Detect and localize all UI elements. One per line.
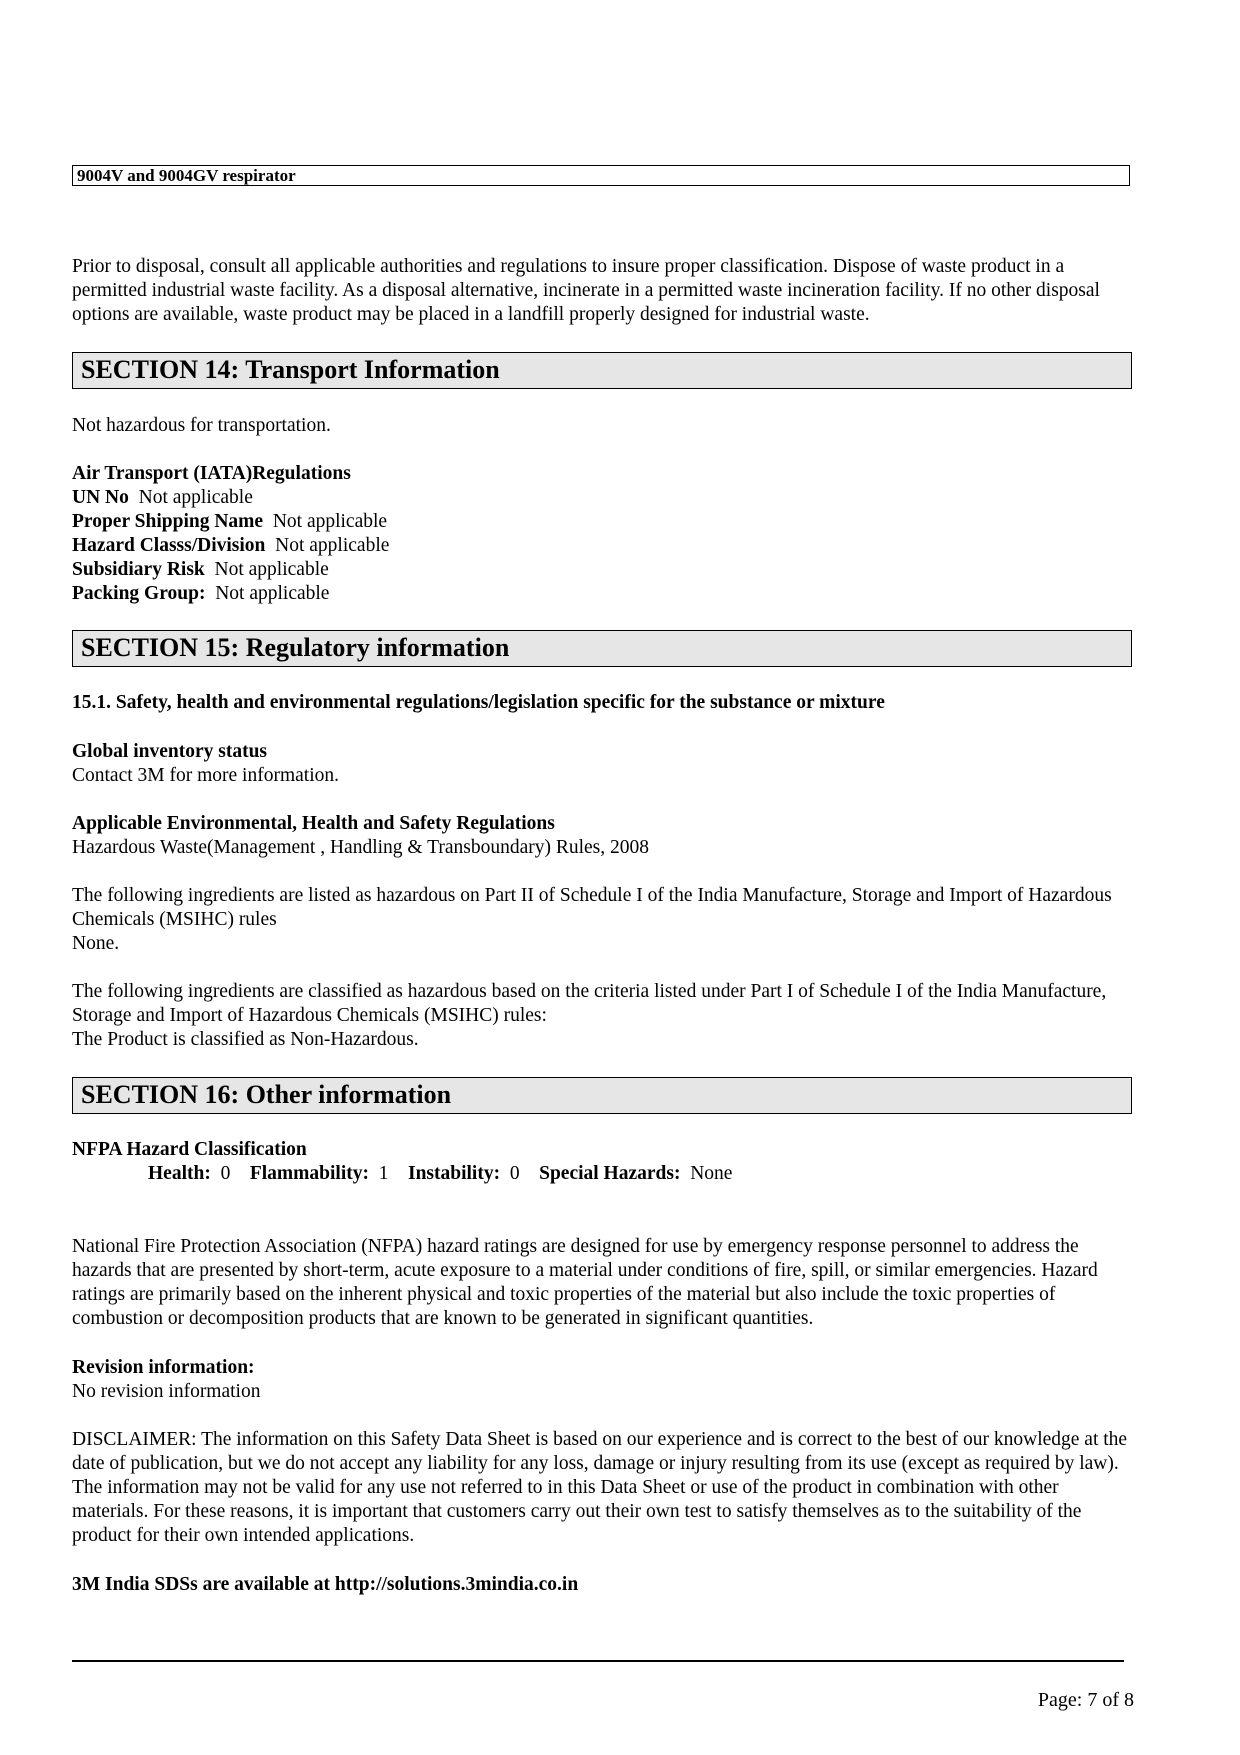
health-label: Health:: [148, 1163, 211, 1184]
instability-value: 0: [509, 1163, 520, 1184]
revision-text: No revision information: [72, 1381, 261, 1402]
row-label: Hazard Classs/Division: [72, 535, 266, 556]
row-value: Not applicable: [214, 559, 329, 580]
msihc-part1-paragraph: The following ingredients are classified as hazardous based on the criteria listed under Part I of Schedule I of the India Manufacture, Storage and Import of Hazardous Chemicals (MSIHC) rules:: [72, 981, 1107, 1026]
un-no-row: [72, 486, 253, 510]
row-label: Proper Shipping Name: [72, 511, 264, 532]
document-header: 9004V and 9004GV respirator: [72, 165, 1130, 186]
row-label: UN No: [72, 487, 129, 508]
section-15-1-subheading: 15.1. Safety, health and environmental regulations/legislation specific for the substance or mixture: [72, 692, 885, 713]
row-value: Not applicable: [215, 583, 330, 604]
nfpa-heading: NFPA Hazard Classification: [72, 1139, 307, 1160]
special-hazards-label: Special Hazards:: [539, 1163, 681, 1184]
flammability-value: 1: [378, 1163, 389, 1184]
packing-group-row: [72, 582, 329, 606]
footer-divider: [72, 1660, 1124, 1662]
hazard-class-row: [72, 534, 389, 558]
air-transport-heading: Air Transport (IATA)Regulations: [72, 463, 351, 484]
row-value: Not applicable: [272, 511, 388, 532]
health-value: 0: [220, 1163, 231, 1184]
nfpa-description: National Fire Protection Association (NFPA) hazard ratings are designed for use by emergency response personnel to address the hazards that are presented by short-term, acute exposure to a material under conditions of fire, spill, or similar emergencies. Hazard ratings are primarily based on the inherent physical and toxic properties of the material but also include the toxic properties of combustion or decomposition products that are known to be generated in significant quantities.: [72, 1236, 1098, 1329]
sds-availability-link[interactable]: 3M India SDSs are available at http://solutions.3mindia.co.in: [72, 1574, 579, 1595]
page-number: Page: 7 of 8: [1037, 1689, 1134, 1711]
row-value: Not applicable: [275, 535, 390, 556]
msihc-part2-none: None.: [72, 933, 120, 954]
section-15-heading: SECTION 15: Regulatory information: [72, 630, 1132, 667]
document-page: [72, 0, 1134, 1755]
special-hazards-value: None: [690, 1163, 733, 1184]
applicable-regulations-heading: Applicable Environmental, Health and Safety Regulations: [72, 813, 555, 834]
global-inventory-heading: Global inventory status: [72, 741, 268, 762]
disclaimer-paragraph: DISCLAIMER: The information on this Safety Data Sheet is based on our experience and is correct to the best of our knowledge at the date of publication, but we do not accept any liability for any loss, damage or injury resulting from its use (except as required by law). The information may not be valid for any use not referred to in this Data Sheet or use of the product in combination with other materials. For these reasons, it is important that customers carry out their own test to satisfy themselves as to the suitability of the product for their own intended applications.: [72, 1429, 1128, 1546]
row-label: Subsidiary Risk: [72, 559, 205, 580]
row-label: Packing Group:: [72, 583, 206, 604]
msihc-part2-paragraph: The following ingredients are listed as hazardous on Part II of Schedule I of the India Manufacture, Storage and Import of Hazardous Chemicals (MSIHC) rules: [72, 885, 1112, 930]
disposal-paragraph: Prior to disposal, consult all applicable authorities and regulations to insure proper classification. Dispose of waste product in a permitted industrial waste facility. As a disposal alternative, incinerate in a permitted waste incineration facility. If no other disposal options are available, waste product may be placed in a landfill properly designed for industrial waste.: [72, 256, 1100, 325]
revision-heading: Revision information:: [72, 1357, 255, 1378]
section-14-heading: SECTION 14: Transport Information: [72, 352, 1132, 389]
global-inventory-text: Contact 3M for more information.: [72, 765, 339, 786]
instability-label: Instability:: [407, 1163, 501, 1184]
flammability-label: Flammability:: [249, 1163, 369, 1184]
section-16-heading: SECTION 16: Other information: [72, 1077, 1132, 1114]
transport-intro: Not hazardous for transportation.: [72, 415, 331, 436]
proper-shipping-name-row: [72, 510, 387, 534]
nfpa-ratings: [148, 1162, 732, 1186]
applicable-regulations-text: Hazardous Waste(Management , Handling & Transboundary) Rules, 2008: [72, 837, 650, 858]
msihc-part1-result: The Product is classified as Non-Hazardous.: [72, 1029, 419, 1050]
subsidiary-risk-row: [72, 558, 329, 582]
row-value: Not applicable: [138, 487, 253, 508]
